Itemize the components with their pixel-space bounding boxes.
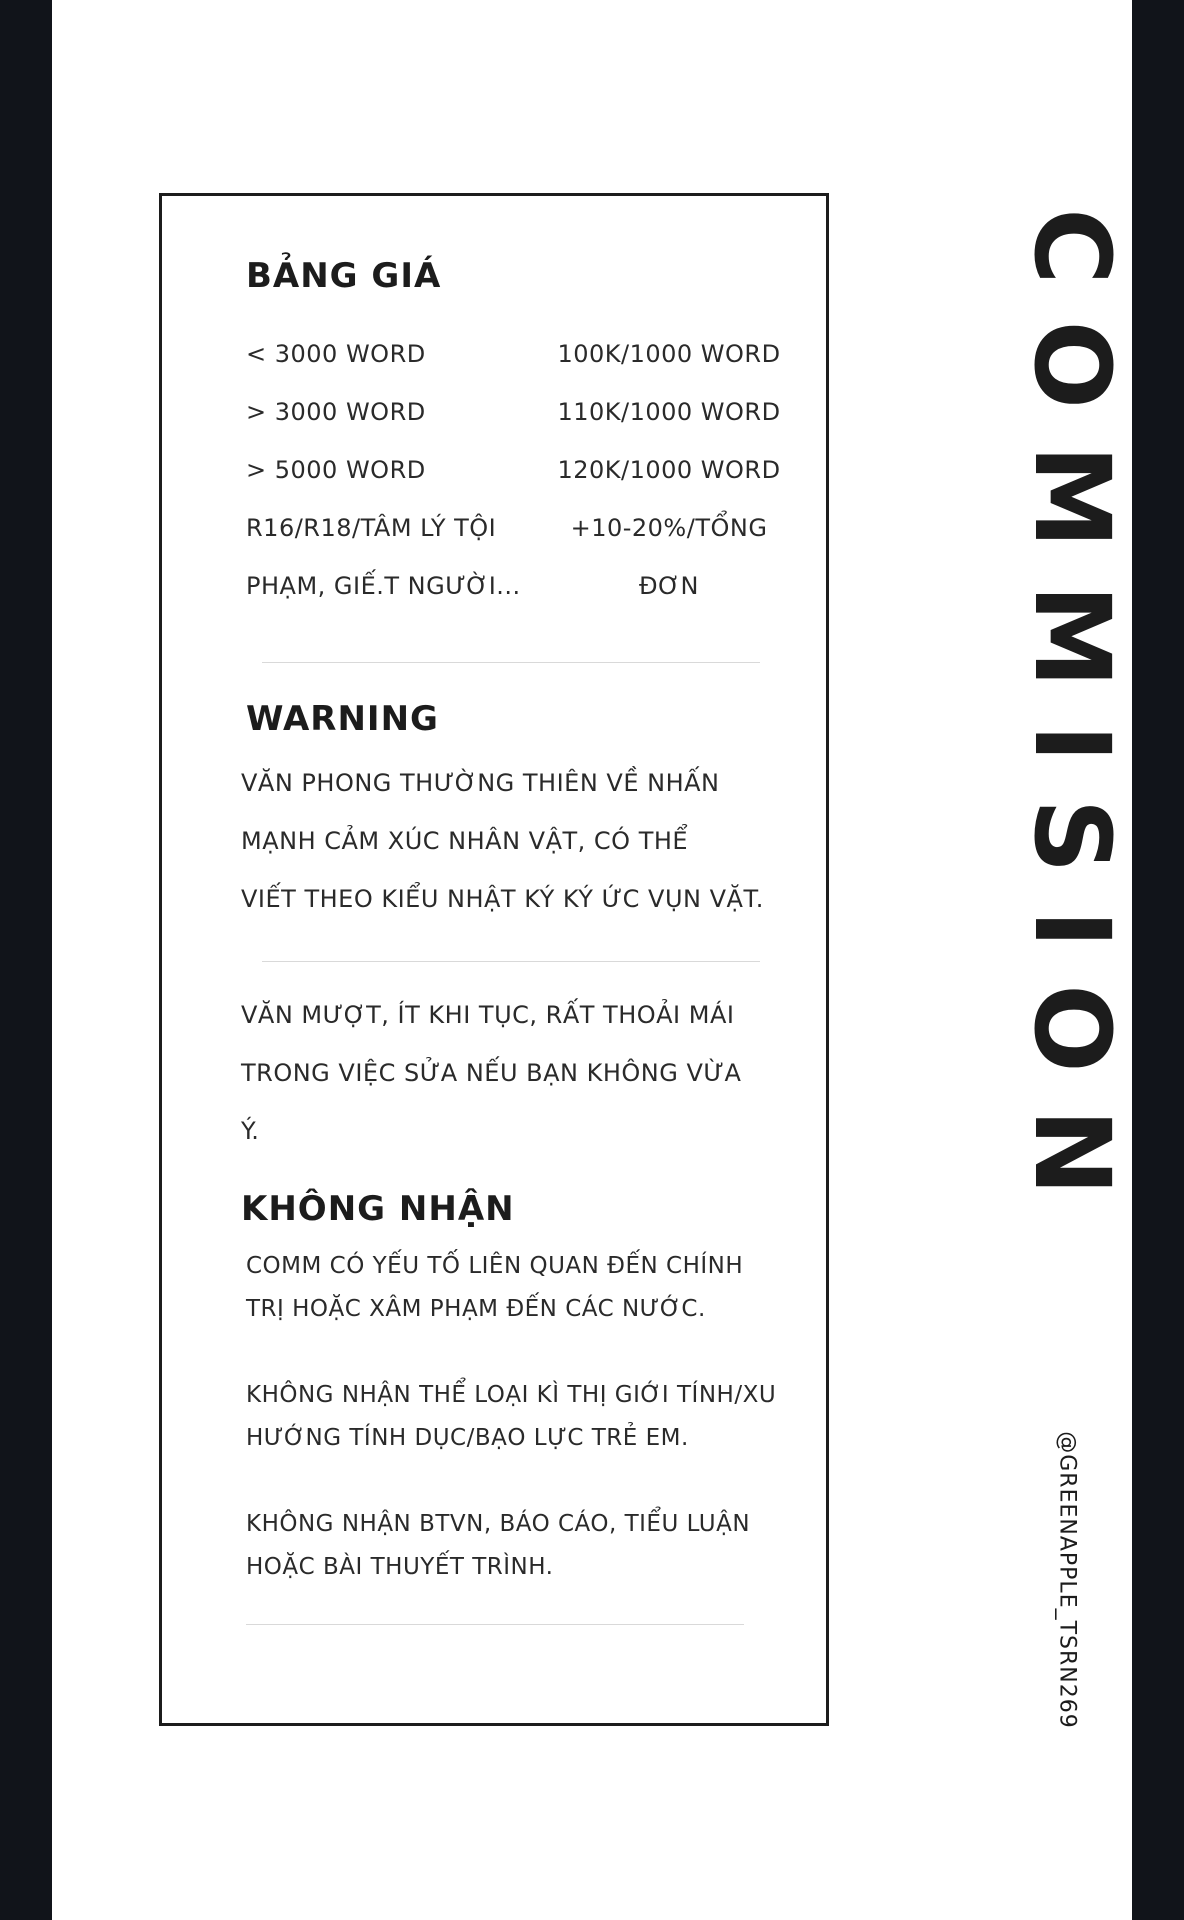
- price-row-value: 110K/1000 WORD: [557, 398, 781, 426]
- vertical-handle: [1042, 1430, 1092, 1730]
- price-row-value: ĐƠN: [639, 572, 699, 600]
- not-accepted-line: TRỊ HOẶC XÂM PHẠM ĐẾN CÁC NƯỚC.: [246, 1296, 706, 1322]
- price-row-value: 120K/1000 WORD: [557, 456, 781, 484]
- price-row-value: +10-20%/TỔNG: [570, 514, 768, 542]
- price-row-label: > 3000 WORD: [246, 398, 426, 426]
- warning-text-line: MẠNH CẢM XÚC NHÂN VẬT, CÓ THỂ: [241, 827, 689, 855]
- warning-text-line: VĂN PHONG THƯỜNG THIÊN VỀ NHẤN: [241, 769, 720, 797]
- not-accepted-line: HOẶC BÀI THUYẾT TRÌNH.: [246, 1554, 554, 1580]
- pricing-heading: BẢNG GIÁ: [246, 256, 442, 296]
- poster-panel: [52, 0, 1132, 1920]
- price-row-label: > 5000 WORD: [246, 456, 426, 484]
- warning-text-line: TRONG VIỆC SỬA NẾU BẠN KHÔNG VỪA: [241, 1059, 742, 1087]
- not-accepted-line: KHÔNG NHẬN BTVN, BÁO CÁO, TIỂU LUẬN: [246, 1511, 751, 1537]
- warning-text-line: Ý.: [241, 1117, 260, 1145]
- not-accepted-line: KHÔNG NHẬN THỂ LOẠI KÌ THỊ GIỚI TÍNH/XU: [246, 1382, 777, 1408]
- not-accepted-heading: KHÔNG NHẬN: [241, 1189, 515, 1229]
- price-row-label: R16/R18/TÂM LÝ TỘI: [246, 514, 497, 542]
- section-divider: [246, 1624, 744, 1625]
- warning-text-line: VĂN MƯỢT, ÍT KHI TỤC, RẤT THOẢI MÁI: [241, 1001, 735, 1029]
- price-row-value: 100K/1000 WORD: [557, 340, 781, 368]
- vertical-title: [1011, 195, 1133, 1245]
- handle-text: @GREENAPPLE_TSRN269: [1054, 1431, 1080, 1729]
- content-frame: [159, 193, 829, 1726]
- price-row-label: < 3000 WORD: [246, 340, 426, 368]
- section-divider: [262, 662, 760, 663]
- price-row-label: PHẠM, GIẾ.T NGƯỜI...: [246, 572, 521, 600]
- warning-text-line: VIẾT THEO KIỂU NHẬT KÝ KÝ ỨC VỤN VẶT.: [241, 885, 764, 913]
- vertical-title-text: COMMISION: [1011, 208, 1133, 1232]
- warning-heading: WARNING: [246, 699, 439, 739]
- not-accepted-line: COMM CÓ YẾU TỐ LIÊN QUAN ĐẾN CHÍNH: [246, 1253, 744, 1279]
- section-divider: [262, 961, 760, 962]
- not-accepted-line: HƯỚNG TÍNH DỤC/BẠO LỰC TRẺ EM.: [246, 1425, 689, 1451]
